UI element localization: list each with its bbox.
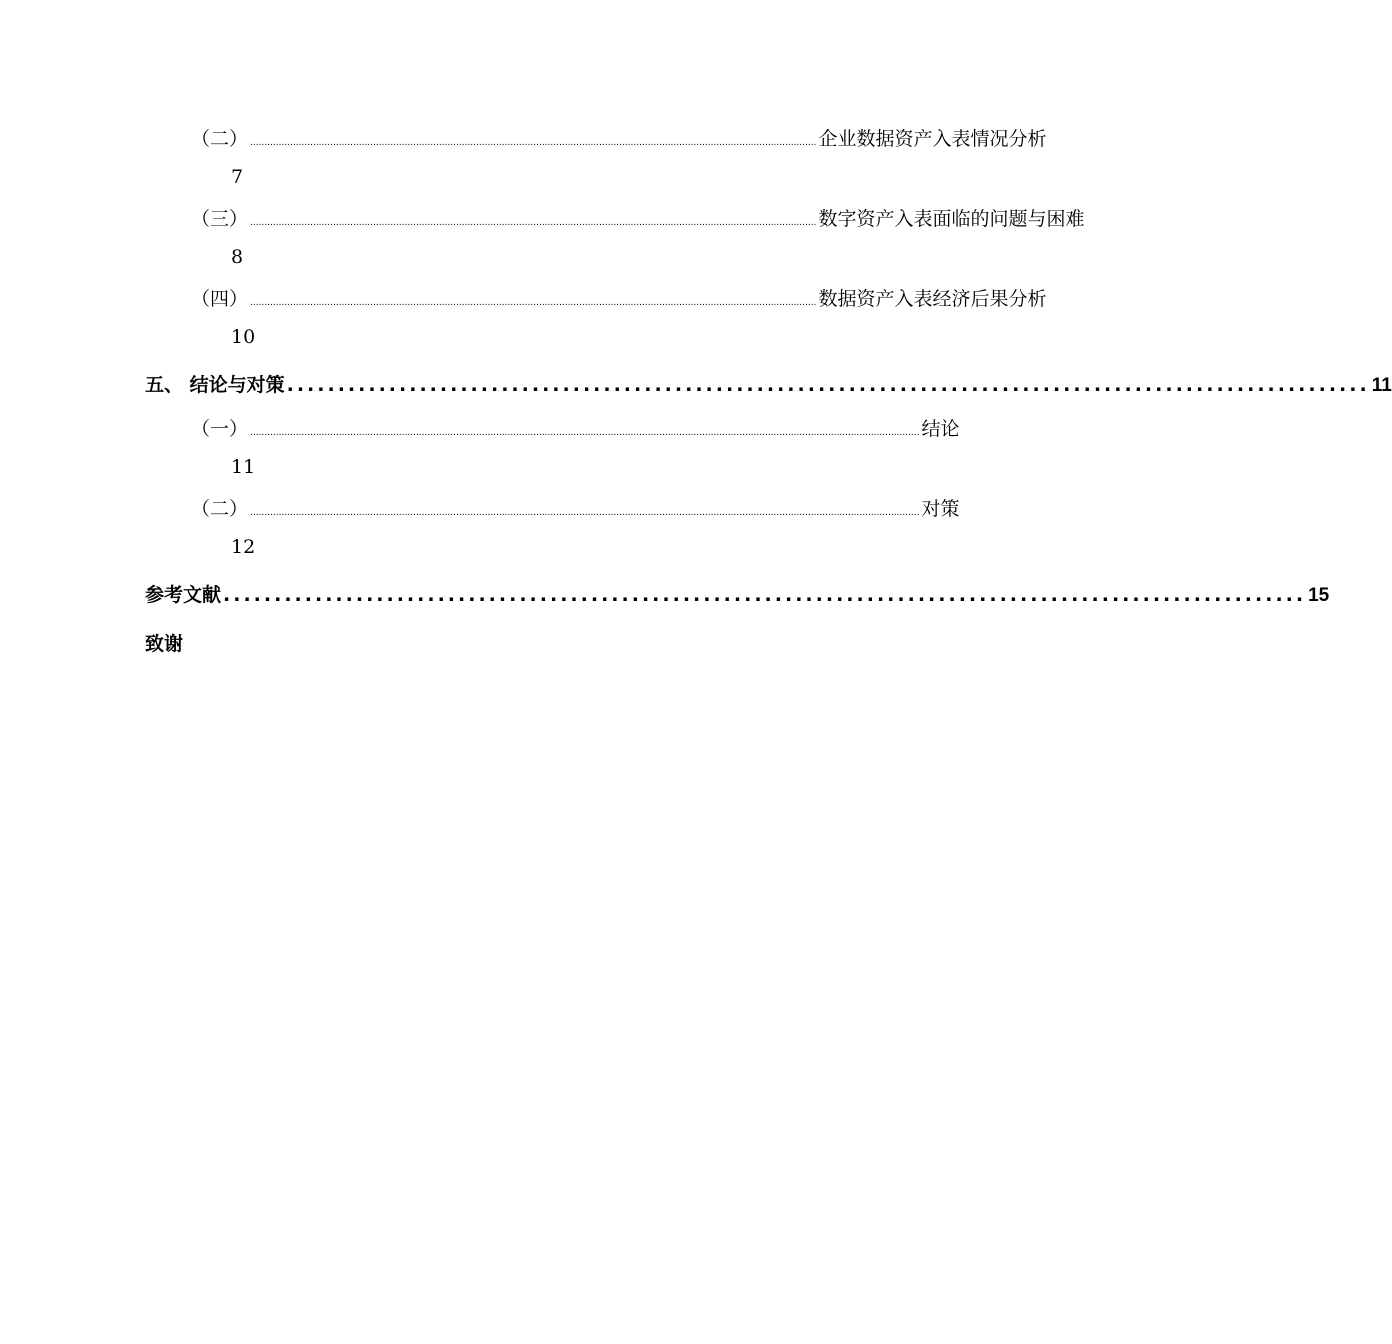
dot-leader: ..........................................................................................................	[286, 374, 1370, 396]
toc-entry-label: （二）	[191, 498, 249, 520]
dot-leader: ......................................................................................................................................................................................................	[250, 138, 817, 148]
toc-entry-2-3[interactable]	[191, 204, 1085, 231]
dot-leader: ..........................................................................................................................................................................................................................................	[250, 508, 920, 518]
toc-page-number: 11	[231, 456, 256, 478]
toc-entry-label: （一）	[191, 418, 249, 440]
toc-page-number: 12	[231, 536, 256, 558]
toc-entry-label: （三）	[191, 208, 249, 230]
toc-page-number: 7	[231, 166, 244, 188]
toc-entry-title: 结论	[921, 418, 960, 440]
toc-entry-title: 五、 结论与对策	[145, 374, 285, 396]
toc-page-number: 8	[231, 246, 244, 268]
toc-entry-title: 数据资产入表经济后果分析	[818, 288, 1047, 310]
toc-entry-2-2[interactable]	[191, 124, 1047, 151]
toc-entry-title: 数字资产入表面临的问题与困难	[818, 208, 1085, 230]
dot-leader: ......................................................................................................................................................................................................	[250, 218, 817, 228]
toc-page-number: 11	[1371, 375, 1392, 396]
toc-entry-5-1[interactable]	[191, 414, 960, 441]
toc-entry-chapter-5[interactable]	[145, 370, 1392, 397]
dot-leader: ..........................................................................................................................................................................................................................................	[250, 428, 920, 438]
dot-leader: ......................................................................................................................................................................................................	[250, 298, 817, 308]
toc-entry-2-4[interactable]	[191, 284, 1047, 311]
toc-entry-title: 参考文献	[145, 584, 222, 606]
toc-entry-acknowledgements[interactable]	[145, 629, 836, 656]
toc-entry-references[interactable]	[145, 580, 1330, 607]
toc-entry-label: （四）	[191, 288, 249, 310]
toc-entry-title: 对策	[921, 498, 960, 520]
toc-entry-5-2[interactable]	[191, 494, 960, 521]
toc-page-number: 15	[1308, 585, 1330, 606]
toc-page-number: 10	[231, 326, 256, 348]
toc-entry-title: 致谢	[145, 633, 184, 655]
dot-leader: ..........................................................................................................	[223, 584, 1307, 606]
toc-entry-title: 企业数据资产入表情况分析	[818, 128, 1047, 150]
toc-entry-label: （二）	[191, 128, 249, 150]
